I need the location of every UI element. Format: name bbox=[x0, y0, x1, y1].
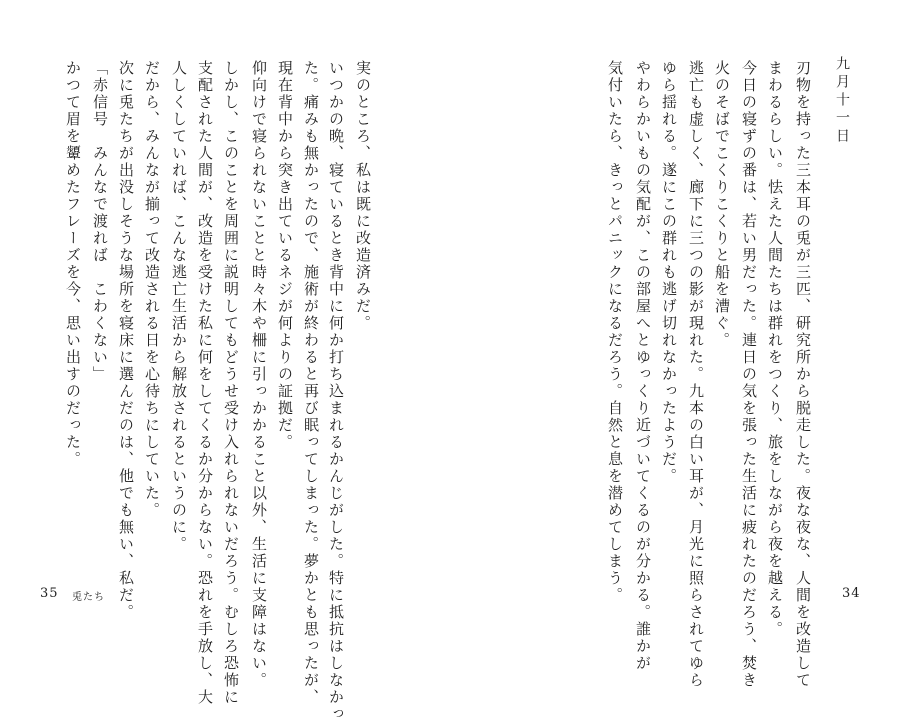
text-line: 実のところ、私は既に改造済みだ。 bbox=[354, 60, 372, 332]
text-line: 今日の寝ずの番は、若い男だった。連日の気を張った生活に疲れたのだろう、焚き bbox=[740, 60, 758, 689]
date-heading: 九月十一日 bbox=[834, 56, 850, 146]
running-head: 兎たち bbox=[72, 592, 105, 603]
text-line: 逃亡も虚しく、廊下に三つの影が現れた。九本の白い耳が、月光に照らされてゆら bbox=[687, 60, 705, 689]
text-line: 支配された人間が、改造を受けた私に何をしてくるか分からない。恐れを手放し、大 bbox=[196, 60, 214, 706]
text-line: た。痛みも無かったので、施術が終わると再び眠ってしまった。夢かとも思ったが、 bbox=[302, 60, 320, 706]
text-line: まわるらしい。怯えた人間たちは群れをつくり、旅をしながら夜を越える。 bbox=[766, 60, 784, 638]
text-line: だから、みんなが揃って改造される日を心待ちにしていた。 bbox=[143, 60, 161, 519]
text-line: 人しくしていれば、こんな逃亡生活から解放されるというのに。 bbox=[170, 60, 188, 553]
text-line: しかし、このことを周囲に説明してもどうせ受け入れられないだろう。むしろ恐怖に bbox=[222, 60, 240, 706]
text-line: 「赤信号 みんなで渡れば こわくない」 bbox=[91, 60, 109, 383]
text-line: かつて眉を顰めたフレーズを今、思い出すのだった。 bbox=[64, 60, 82, 468]
text-line: 現在背中から突き出ているネジが何よりの証拠だ。 bbox=[276, 60, 294, 451]
right-page bbox=[450, 0, 900, 689]
text-line: 刃物を持った三本耳の兎が三匹、研究所から脱走した。夜な夜な、人間を改造して bbox=[794, 60, 812, 689]
text-line: 次に兎たちが出没しそうな場所を寝床に選んだのは、他でも無い、私だ。 bbox=[117, 60, 135, 621]
text-line: やわらかいもの気配が、この部屋へとゆっくり近づいてくるのが分かる。誰かが bbox=[634, 60, 652, 672]
text-line: 仰向けで寝られないことと時々木や柵に引っかかること以外、生活に支障はない。 bbox=[250, 60, 268, 689]
text-line: ゆら揺れる。遂にこの群れも逃げ切れなかったようだ。 bbox=[660, 60, 678, 485]
text-line: いつかの晩、寝ているとき背中に何か打ち込まれるかんじがした。特に抵抗はしなかっ bbox=[327, 60, 345, 723]
text-line: 気付いたら、きっとパニックになるだろう。自然と息を潜めてしまう。 bbox=[606, 60, 624, 604]
text-line: 火のそばでこくりこくりと船を漕ぐ。 bbox=[713, 60, 731, 349]
page-number: 34 bbox=[842, 586, 861, 601]
page-number: 35 bbox=[40, 586, 59, 601]
